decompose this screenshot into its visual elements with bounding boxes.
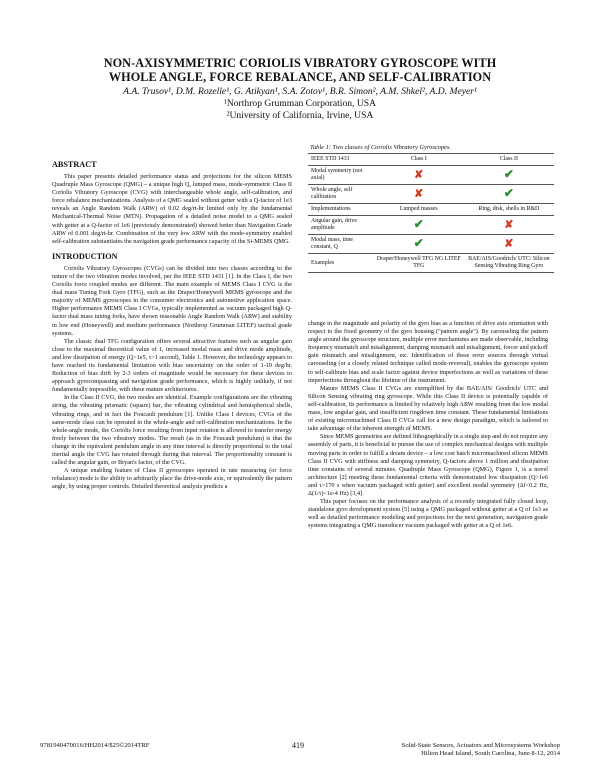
table-row [308, 204, 554, 216]
right-paragraph-3: Since MEMS geometries are defined lithographically in a single step and do not require any assembly of parts, it is beneficial to pursue the use of complex mechanical designs with multiple moving parts in order to fulfill a dream device – a low cost batch micromachined silicon MEMS Class II CVG with stiffness and damping symmetry, Q-factors above 1 million and dissipation time constants of several minutes. Quadruple Mass Gyroscope (QMG), Figure 1, is a novel architecture [2] meeting these fundamental criteria with demonstrated low dissipation (Q>1e6 and τ>170 s when vacuum packaged with getter) and excellent modal symmetry (Δf<0.2 Hz, Δ(1/τ)<1e-4 Hz) [3,4]. [308, 433, 548, 497]
table-row [308, 166, 554, 185]
footer-isbn: 9781940470016/HH2014/$25©2014TRF [40, 742, 150, 749]
abstract-heading: ABSTRACT [52, 160, 97, 169]
intro-paragraph-4: A unique enabling feature of Class II gyroscopes operated in rate measuring (or force rebalance) mode is the ability to arbitrarily place the drive-mode axis, or equivalently the pattern angle, by using proper controls. Detailed theoretical analysis predicts a [52, 467, 292, 491]
row-label: Angular gain, drive amplitude [308, 216, 374, 235]
right-paragraph-1: change in the magnitude and polarity of the gyro bias as a function of drive axis orientation with respect to the fixed geometry of the gyro housing ("pattern angle"). By carouseling the pattern angle around the gyroscope structure, multiple error mechanisms are made observable, including frequency mismatch and misalignment, damping mismatch and misalignment, forcer and pickoff gain mismatch and misalignment, etc. Identification of these error sources through virtual carouseling (or a closely related technique called mode-reversal), enables the gyroscope system to self-calibrate bias and scale factor against device imperfections as well as variations of these imperfections throughout the lifetime of the instrument. [308, 320, 548, 384]
row-label: Examples [308, 254, 374, 273]
row-label: Implementations [308, 204, 374, 216]
table-row [308, 235, 554, 254]
intro-paragraph-1: Coriolis Vibratory Gyroscopes (CVGs) can be divided into two classes according to the nature of the two vibration modes involved, per the IEEE STD 1431 [1]. In the Class I, the two Coriolis force coupled modes are different. The main example of MEMS Class I CVG is the dual mass Tuning Fork Gyro (TFG), such as the Draper/Honeywell MEMS gyroscope and the majority of MEMS gyroscopes in the consumer electronics and automotive application space. Higher performance MEMS Class I CVGs, typically implemented as vacuum packaged high Q-factor dual mass tuning forks, have shown reasonable Angle Random Walk (ARW) and stability in low end (Honeywell) and medium performance (Northrop Grumman LITEF) tactical grade systems. [52, 264, 292, 337]
row-value: Draper/Honeywell TFG NG LITEF TFG [374, 254, 464, 273]
table-header-cell: IEEE STD 1431 [308, 154, 374, 166]
cross-icon: ✘ [504, 237, 514, 250]
check-icon: ✔ [503, 186, 514, 200]
intro-paragraph-2: The classic dual TFG configuration offers several attractive features such as angular gain close to the maximal theoretical value of 1, increased modal mass and drive mode amplitude, and low dissipation of energy (Q>1e5, τ>1 second), Table 1. However, the technology appears to have reached its fundamental limitation with bias uncertainty on the order of 1-10 deg/hr. Reduction of bias drift by 2-3 orders of magnitude would be necessary for these devices to approach gyrocompassing and navigation grade performance, which is highly unlikely, if not fundamentally impossible, with these mature architectures. [52, 337, 292, 394]
paper-title [40, 56, 560, 84]
check-icon: ✔ [413, 236, 424, 250]
row-label: Modal mass, time constant, Q [308, 235, 374, 254]
check-icon: ✔ [503, 167, 514, 181]
author-list: A.A. Trusov¹, D.M. Rozelle¹, G. Atikyan¹, S.A. Zotov¹, B.R. Simon², A.M. Shkel², A.D. Meyer¹ [123, 86, 477, 97]
table-row [308, 216, 554, 235]
title-line-1: NON-AXISYMMETRIC CORIOLIS VIBRATORY GYROSCOPE WITH [103, 56, 497, 70]
cross-icon: ✘ [414, 168, 424, 181]
row-value: BAE/AIS/Goodrich/ UTC/ Silicon Sensing Vibrating Ring Gyro [464, 254, 554, 273]
row-label: Whole angle, self calibration [308, 185, 374, 204]
abstract-text: This paper presents detailed performance status and projections for the silicon MEMS Quadruple Mass Gyroscope (QMG) – a unique high Q, lumped mass, mode-symmetric Class II Coriolis Vibratory Gyroscope (CVG) with interchangeable whole angle, self-calibration, and force rebalance mechanizations. Analysis of a QMG sealed without getter with a Q-factor of 1e3 reveals an Angle Random Walk (ARW) of 0.02 deg/rt-hr limited only by the fundamental Mechanical-Thermal Noise (MTN). Propagation of a detailed noise model to a QMG sealed with getter at a Q-factor of 1e6 (previously demonstrated) showed better than Navigation Grade ARW of 0.001 deg/rt-hr. Combination of the very low ARW with the mode-symmetry enabled self-calibration substantiates the navigation grade performance capacity of the Si-MEMS QMG. [52, 173, 292, 245]
title-line-2: WHOLE ANGLE, FORCE REBALANCE, AND SELF-CALIBRATION [108, 70, 492, 84]
conference-name: Solid-State Sensors, Actuators and Microsystems Workshop [401, 742, 560, 749]
table-row [308, 254, 554, 273]
right-paragraph-4: This paper focuses on the performance analysis of a recently integrated fully closed loop, standalone gyro development system [5] using a QMG packaged without getter at a Q of 1e3 as well as detailed performance modeling and projections for the next generation, navigation grade systems integrating a QMG transducer vacuum packaged with getter at a Q of 1e6. [308, 498, 548, 530]
right-paragraph-2: Mature MEMS Class II CVGs are exemplified by the BAE/AIS/ Goodrich/ UTC and Silicon Sensing vibrating ring gyroscope. While this Class II device is potentially capable of self-calibration, its performance is limited by relatively high ARW resulting from the low modal mass, low angular gain, and insufficient ringdown time constant. These fundamental limitations of existing micromachined Class II CVGs call for a new design paradigm, which is tailored to take advantage of the inherent strength of MEMS. [308, 384, 548, 433]
left-column [52, 160, 292, 491]
table-header-cell: Class I [374, 154, 464, 166]
page-number: 419 [292, 741, 304, 750]
intro-paragraph-3: In the Class II CVG, the two modes are identical. Example configurations are the vibrating string, the vibrating prismatic (square) bar, the vibrating cylindrical and hemispherical shells, vibrating rings, and in fact the Foucault pendulum [1]. Unlike Class I devices, CVGs of the same-mode class can be operated in the whole-angle and self-calibration mechanizations. In the whole-angle mode, the Coriolis force resulting from input rotation is allowed to transfer energy freely between the two vibratory modes. The result (as in the Foucault pendulum) is that the change in the equivalent pendulum angle in any time interval is directly proportional to the total inertial angle the CVG has rotated through during that interval. The proportionality constant is called the angular gain, or Bryan's factor, of the CVG. [52, 394, 292, 467]
check-icon: ✔ [413, 217, 424, 231]
cvg-classes-table [308, 153, 554, 273]
introduction-heading: INTRODUCTION [52, 251, 118, 261]
conference-location: Hilton Head Island, South Carolina, June 8-12, 2014 [421, 750, 560, 757]
affiliation-2: ²University of California, Irvine, USA [226, 110, 374, 121]
cross-icon: ✘ [504, 218, 514, 231]
affiliation-1: ¹Northrop Grumman Corporation, USA [223, 98, 377, 109]
table-caption: Table 1: Two classes of Coriolis Vibratory Gyroscopes. [310, 144, 451, 151]
footer-conference [330, 742, 560, 758]
table-row [308, 185, 554, 204]
row-label: Modal symmetry (not axial) [308, 166, 374, 185]
right-column [308, 320, 548, 530]
cross-icon: ✘ [414, 187, 424, 200]
row-value: Ring, disk, shells in R&D [464, 204, 554, 216]
table-header-row [308, 154, 554, 166]
table-header-cell: Class II [464, 154, 554, 166]
row-value: Lumped masses [374, 204, 464, 216]
